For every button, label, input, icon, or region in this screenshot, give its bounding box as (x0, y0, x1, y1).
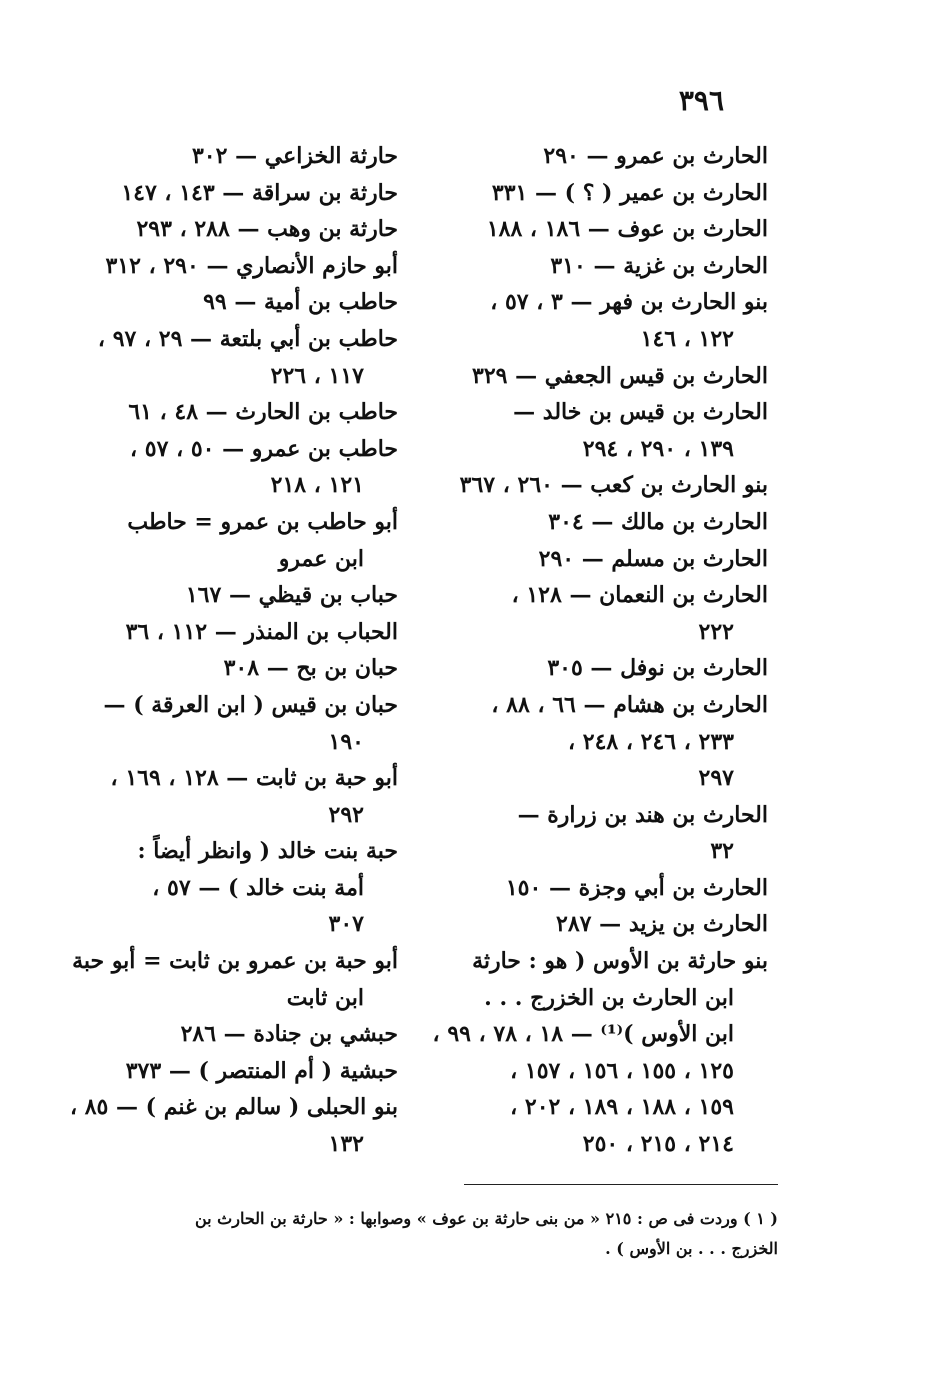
index-entry (53, 1053, 398, 1090)
entry-continuation: ١٣٩ ، ٢٩٠ ، ٢٩٤ (582, 435, 734, 462)
index-entry (438, 358, 768, 395)
entry-heading: حبان بن قيس ( ابن العرقة ) — (103, 691, 398, 718)
entry-continuation: ابن الأوس )⁽¹⁾ — ١٨ ، ٧٨ ، ٩٩ ، (432, 1021, 734, 1048)
entry-heading: الحارث بن يزيد — ٢٨٧ (556, 911, 768, 938)
index-entry (438, 797, 768, 870)
index-entry (53, 138, 398, 175)
entry-heading: الحارث بن عوف — ١٨٦ ، ١٨٨ (486, 216, 768, 243)
entry-heading: حبان بن بح — ٣٠٨ (223, 655, 398, 682)
index-entry (432, 943, 768, 1163)
entry-continuation: ١٩٠ (328, 728, 364, 755)
index-entry (438, 504, 768, 541)
entry-continuation: ١١٧ ، ٢٢٦ (270, 362, 364, 389)
entry-heading: حاطب بن أبي بلتعة — ٢٩ ، ٩٧ ، (97, 325, 398, 352)
index-entry (53, 284, 398, 321)
entry-continuation: ١٢٥ ، ١٥٥ ، ١٥٦ ، ١٥٧ ، (510, 1057, 734, 1084)
entry-continuation: ١٢١ ، ٢١٨ (270, 472, 364, 499)
entry-continuation: ٢٢٢ (698, 618, 734, 645)
entry-heading: أبو حبة بن عمرو بن ثابت = أبو حبة (72, 948, 398, 975)
index-entry (53, 175, 398, 212)
entry-heading: حباب بن قيظي — ١٦٧ (185, 582, 398, 609)
entry-continuation: ٣٠٧ (328, 911, 364, 938)
entry-continuation: ابن ثابت (286, 984, 364, 1011)
index-entry (53, 321, 398, 394)
index-entry (438, 211, 768, 248)
index-entry (53, 760, 398, 833)
entry-heading: حبة بنت خالد ( وانظر أيضاً : (137, 838, 398, 865)
entry-heading: الحارث بن هشام — ٦٦ ، ٨٨ ، (491, 691, 768, 718)
index-entry (53, 1016, 398, 1053)
index-entry (438, 870, 768, 907)
index-entry (438, 394, 768, 467)
index-entry (438, 687, 768, 797)
footnote-divider (464, 1184, 778, 1185)
index-entry (438, 650, 768, 687)
entry-continuation: ٣٢ (710, 838, 734, 865)
footnote-line: ( ١ ) وردت فى ص : ٢١٥ « من بنى حارثة بن عوف » وصوابها : « حارثة بن الحارث بن (194, 1209, 778, 1228)
entry-continuation: ٢٣٣ ، ٢٤٦ ، ٢٤٨ ، (568, 728, 734, 755)
entry-heading: الحارث بن مالك — ٣٠٤ (548, 508, 768, 535)
entry-heading: الحارث بن عمير ( ؟ ) — ٣٣١ (491, 179, 768, 206)
entry-heading: الحارث بن النعمان — ١٢٨ ، (511, 582, 768, 609)
index-entry (53, 394, 398, 431)
entry-heading: الحارث بن هند بن زرارة — (517, 801, 768, 828)
footnote (108, 1204, 778, 1264)
entry-heading: الحارث بن نوفل — ٣٠٥ (547, 655, 768, 682)
index-entry (438, 248, 768, 285)
entry-continuation: ١٣٢ (328, 1131, 364, 1158)
index-entry (53, 1089, 398, 1162)
entry-heading: الحارث بن قيس الجعفي — ٣٢٩ (472, 362, 768, 389)
index-entry (53, 211, 398, 248)
entry-heading: أبو حبة بن ثابت — ١٢٨ ، ١٦٩ ، (110, 765, 398, 792)
entry-continuation: أمة بنت خالد ) — ٥٧ ، (152, 874, 364, 901)
index-entry (438, 175, 768, 212)
footnote-line: الخزرج . . . بن الأوس ) . (605, 1239, 778, 1258)
index-entry (53, 833, 398, 943)
index-entry (53, 504, 398, 577)
entry-continuation: ٢٩٧ (698, 765, 734, 792)
index-entry (53, 431, 398, 504)
entry-heading: بنو الحارث بن كعب — ٢٦٠ ، ٣٦٧ (459, 472, 768, 499)
index-entry (53, 943, 398, 1016)
index-column-right (432, 138, 768, 1163)
index-entry (438, 467, 768, 504)
page-number: ٣٩٦ (678, 84, 724, 117)
entry-heading: حارثة بن وهب — ٢٨٨ ، ٢٩٣ (136, 216, 398, 243)
index-entry (53, 577, 398, 614)
index-column-left (53, 138, 398, 1163)
index-entry (438, 138, 768, 175)
index-entry (438, 541, 768, 578)
entry-heading: بنو الحبلى ( سالم بن غنم ) — ٨٥ ، (69, 1094, 398, 1121)
index-entry (53, 248, 398, 285)
index-entry (53, 614, 398, 651)
index-entry (438, 577, 768, 650)
entry-continuation: ١٥٩ ، ١٨٨ ، ١٨٩ ، ٢٠٢ ، (510, 1094, 734, 1121)
entry-continuation: ٢٩٢ (328, 801, 364, 828)
entry-heading: الحارث بن عمرو — ٢٩٠ (543, 143, 768, 169)
entry-heading: حاطب بن أمية — ٩٩ (203, 289, 398, 316)
entry-continuation: ابن عمرو (278, 545, 364, 572)
entry-continuation: ١٢٢ ، ١٤٦ (640, 325, 734, 352)
index-entry (53, 650, 398, 687)
entry-heading: أبو حاطب بن عمرو = حاطب (127, 508, 398, 535)
entry-heading: حاطب بن عمرو — ٥٠ ، ٥٧ ، (130, 435, 398, 462)
index-entry (438, 284, 768, 357)
index-entry (438, 906, 768, 943)
entry-continuation: ابن الحارث بن الخزرج . . . (484, 984, 734, 1011)
entry-heading: الحارث بن مسلم — ٢٩٠ (538, 545, 768, 572)
entry-heading: بنو حارثة بن الأوس ( هو : حارثة (472, 948, 768, 975)
entry-heading: حبشية ( أم المنتصر ) — ٣٧٣ (125, 1057, 398, 1084)
entry-heading: حبشي بن جنادة — ٢٨٦ (180, 1021, 398, 1048)
entry-heading: حاطب بن الحارث — ٤٨ ، ٦١ (128, 399, 398, 426)
entry-heading: الحارث بن غزية — ٣١٠ (550, 252, 768, 279)
entry-heading: الحارث بن قيس بن خالد — (513, 399, 768, 426)
entry-continuation: ٢١٤ ، ٢١٥ ، ٢٥٠ (582, 1131, 734, 1158)
index-entry (53, 687, 398, 760)
entry-heading: حارثة بن سراقة — ١٤٣ ، ١٤٧ (121, 179, 398, 206)
entry-heading: حارثة الخزاعي — ٣٠٢ (191, 143, 398, 169)
entry-heading: الحباب بن المنذر — ١١٢ ، ٣٦ (125, 618, 398, 645)
entry-heading: بنو الحارث بن فهر — ٣ ، ٥٧ ، (490, 289, 768, 316)
entry-heading: الحارث بن أبي وجزة — ١٥٠ (505, 874, 768, 901)
entry-heading: أبو حازم الأنصاري — ٢٩٠ ، ٣١٢ (105, 252, 398, 279)
